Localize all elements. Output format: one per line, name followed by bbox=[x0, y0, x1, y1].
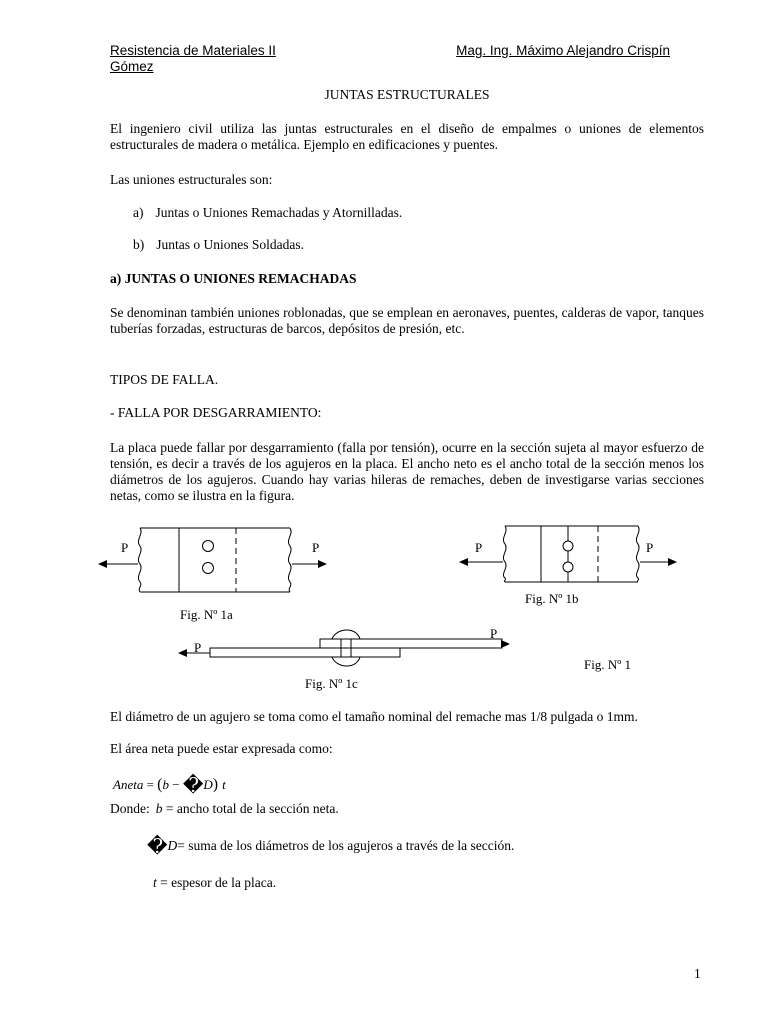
arrow-head bbox=[178, 649, 187, 657]
page-header bbox=[110, 43, 670, 75]
load-label: P bbox=[312, 540, 320, 555]
break-line bbox=[138, 528, 141, 592]
break-line bbox=[636, 526, 639, 582]
arrow-head bbox=[668, 558, 677, 566]
break-line bbox=[288, 528, 291, 592]
list-marker: a) bbox=[133, 205, 144, 220]
caption-fig-1c: Fig. Nº 1c bbox=[305, 676, 358, 691]
sum-glyph: � bbox=[147, 836, 168, 858]
net-area-intro: El área neta puede estar expresada como: bbox=[110, 741, 333, 756]
load-label: P bbox=[646, 540, 654, 555]
rivet-hole bbox=[203, 541, 214, 552]
arrow-head bbox=[501, 640, 510, 648]
section-heading: a) JUNTAS O UNIONES REMACHADAS bbox=[110, 271, 357, 286]
break-line bbox=[503, 526, 506, 582]
definition-text: = suma de los diámetros de los agujeros a través de la sección. bbox=[177, 838, 515, 853]
header-author: Mag. Ing. Máximo Alejandro Crispín bbox=[456, 43, 670, 58]
caption-fig-1b: Fig. Nº 1b bbox=[525, 591, 579, 606]
load-label: P bbox=[121, 540, 129, 555]
list-item bbox=[133, 205, 402, 221]
formula-b: b bbox=[162, 777, 169, 792]
definition-b bbox=[110, 801, 339, 817]
page-title: JUNTAS ESTRUCTURALES bbox=[324, 87, 490, 102]
failure-paragraph: La placa puede fallar por desgarramiento (falla por tensión), ocurre en la sección sujeta al mayor esfuerzo de tensión, es decir a través de los agujeros en la placa. El ancho neto es el ancho total de la sección menos los diámetros de los agujeros. Cuando hay varias hileras de remaches, deben de investigarse varias secciones netas, como se ilustra en la figura. bbox=[110, 440, 704, 503]
definition-text: = espesor de la placa. bbox=[156, 875, 277, 890]
where-label: Donde: bbox=[110, 801, 150, 816]
symbol-t: t bbox=[153, 875, 157, 890]
symbol-D: D bbox=[167, 838, 178, 853]
definition-text: = ancho total de la sección neta. bbox=[162, 801, 339, 816]
rivet-hole bbox=[563, 562, 573, 572]
figure-1a bbox=[90, 518, 330, 608]
rivet-head bbox=[332, 657, 360, 666]
formula-D: D bbox=[203, 777, 213, 792]
definition-t bbox=[153, 875, 276, 891]
load-label: P bbox=[475, 540, 483, 555]
figure-1b bbox=[450, 518, 680, 588]
formula-t: t bbox=[222, 777, 226, 792]
load-label: P bbox=[490, 626, 498, 641]
load-label: P bbox=[194, 640, 202, 655]
types-intro: Las uniones estructurales son: bbox=[110, 172, 273, 187]
section-paragraph: Se denominan también uniones roblonadas, que se emplean en aeronaves, puentes, calderas de vapor, tanques tuberías forzadas, estructuras de barcos, depósitos de presión, etc. bbox=[110, 305, 704, 336]
formula-minus: − bbox=[169, 777, 183, 792]
rivet-hole bbox=[563, 541, 573, 551]
formula-eq: = bbox=[143, 777, 158, 792]
header-course: Resistencia de Materiales II bbox=[110, 43, 276, 58]
list-item bbox=[133, 237, 304, 253]
arrow-head bbox=[318, 560, 327, 568]
symbol-b: b bbox=[155, 801, 163, 816]
caption-fig-1: Fig. Nº 1 bbox=[584, 657, 632, 672]
formula-paren: ) bbox=[212, 776, 219, 793]
plate-edge bbox=[505, 526, 638, 582]
failure-tear-heading: - FALLA POR DESGARRAMIENTO: bbox=[110, 405, 322, 420]
page-number: 1 bbox=[694, 966, 701, 981]
list-text: Juntas o Uniones Soldadas. bbox=[156, 237, 304, 252]
rivet-hole bbox=[203, 563, 214, 574]
arrow-head bbox=[459, 558, 468, 566]
list-marker: b) bbox=[133, 237, 145, 252]
formula-paren: ( bbox=[157, 776, 163, 793]
caption-fig-1a: Fig. Nº 1a bbox=[180, 607, 233, 622]
formula-lhs: Aneta bbox=[113, 777, 144, 792]
intro-paragraph: El ingeniero civil utiliza las juntas estructurales en el diseño de empalmes o uniones de elementos estructurales de madera o metálica. Ejemplo en edificaciones y puentes. bbox=[110, 121, 704, 152]
failure-types-heading: TIPOS DE FALLA. bbox=[110, 372, 219, 387]
definition-sum-D bbox=[147, 836, 515, 858]
rivet-head bbox=[332, 630, 360, 639]
plate-edge bbox=[140, 528, 290, 592]
sum-glyph: � bbox=[182, 775, 204, 797]
hole-diameter-paragraph: El diámetro de un agujero se toma como el tamaño nominal del remache mas 1/8 pulgada o 1mm. bbox=[110, 709, 638, 724]
arrow-head bbox=[98, 560, 107, 568]
lower-plate bbox=[210, 648, 400, 657]
figure-1c bbox=[170, 622, 520, 674]
list-text: Juntas o Uniones Remachadas y Atornilladas. bbox=[155, 205, 403, 220]
net-area-formula bbox=[113, 775, 226, 797]
header-author-cont: Gómez bbox=[110, 59, 154, 74]
upper-plate bbox=[320, 639, 502, 648]
